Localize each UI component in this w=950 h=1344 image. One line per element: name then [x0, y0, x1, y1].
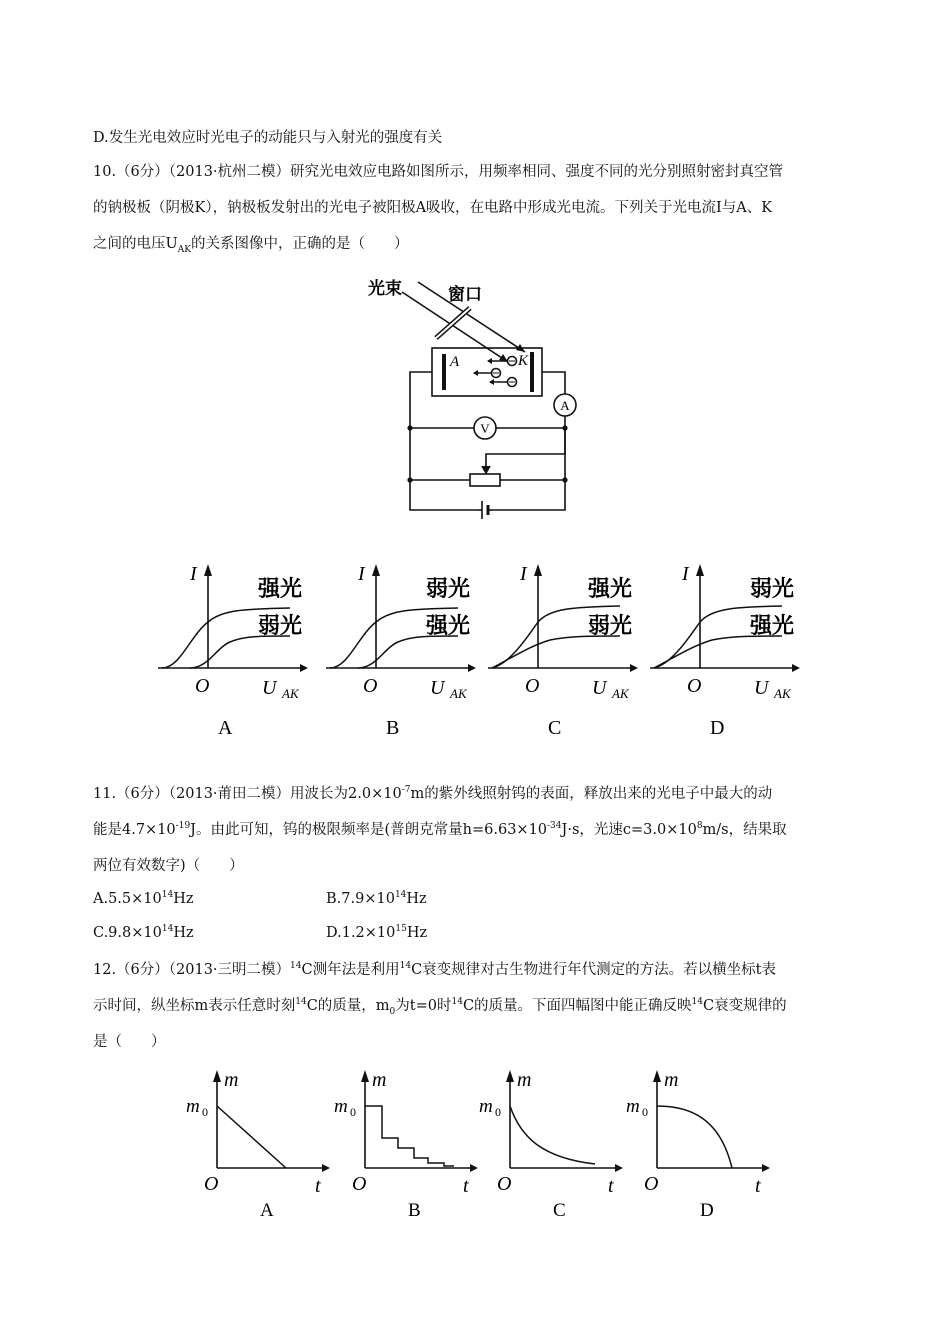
- curve-label-lower: 弱光: [258, 614, 303, 639]
- mt-graph-c: [479, 1069, 623, 1221]
- m0-label-sub: 0: [350, 1105, 356, 1119]
- y-axis-arrow: [653, 1070, 661, 1082]
- x-axis-arrow: [630, 664, 638, 672]
- y-axis-label: m: [664, 1069, 679, 1091]
- option-letter: D: [700, 1200, 714, 1221]
- iu-graph-d: [650, 563, 800, 739]
- anode-label: A: [450, 354, 460, 370]
- option-letter: A: [260, 1200, 274, 1221]
- curve-lower: [190, 636, 290, 668]
- curve-label-lower: 弱光: [588, 614, 633, 639]
- y-axis-label: m: [517, 1069, 532, 1091]
- q11-option-c: $C.9.8\times 10^{14}Hz$: [93, 924, 194, 941]
- x-axis-label: t: [315, 1175, 321, 1197]
- origin-label: O: [497, 1173, 512, 1195]
- m0-label: m: [186, 1096, 200, 1117]
- x-axis-arrow: [300, 664, 308, 672]
- y-axis-label: I: [682, 563, 689, 585]
- photoelectric-circuit-diagram: [360, 270, 600, 530]
- y-axis-arrow: [696, 564, 704, 576]
- x-axis-label: U: [592, 677, 607, 699]
- y-axis-arrow: [506, 1070, 514, 1082]
- x-axis-arrow: [762, 1164, 770, 1172]
- origin-label: O: [204, 1173, 219, 1195]
- decay-curve: [365, 1106, 454, 1166]
- origin-label: O: [644, 1173, 659, 1195]
- m0-label-sub: 0: [642, 1105, 648, 1119]
- m0-label-sub: 0: [495, 1105, 501, 1119]
- q9-option-d: D.发生光电效应时光电子的动能只与入射光的强度有关: [93, 130, 443, 146]
- y-axis-label: I: [190, 563, 197, 585]
- x-axis-label: t: [755, 1175, 761, 1197]
- x-axis-label-sub: AK: [774, 686, 791, 701]
- x-axis-label-sub: AK: [282, 686, 299, 701]
- origin-label: O: [352, 1173, 367, 1195]
- curve-label-lower: 强光: [426, 614, 471, 639]
- mt-graph-d: [626, 1069, 770, 1221]
- x-axis-label: t: [463, 1175, 469, 1197]
- y-axis-arrow: [204, 564, 212, 576]
- curve-label-upper: 强光: [258, 577, 303, 602]
- q11-line-1: 11.（6分）（2013·莆田二模）用波长为$2.0\times 10^{-7}m$的紫外线照射钨的表面，释放出来的光电子中最大的动: [93, 785, 773, 802]
- m0-label: m: [334, 1096, 348, 1117]
- x-axis-arrow: [470, 1164, 478, 1172]
- x-axis-label-sub: AK: [612, 686, 629, 701]
- iu-graph-a: [158, 563, 308, 739]
- wire-right-top: [542, 372, 565, 394]
- x-axis-label: U: [430, 677, 445, 699]
- y-axis-label: I: [358, 563, 365, 585]
- m0-label: m: [626, 1096, 640, 1117]
- option-letter: D: [710, 717, 725, 739]
- origin-label: O: [687, 675, 702, 697]
- q11-option-a: $A.5.5\times 10^{14}Hz$: [93, 890, 194, 907]
- y-axis-arrow: [372, 564, 380, 576]
- q12-line-2: 示时间，纵坐标m表示任意时刻$^{14}$C的质量，$m_0$为t=0时$^{14}$C的质量。下面四幅图中能正确反映$^{14}$C衰变规律的: [93, 997, 787, 1017]
- q10-line-3: 之间的电压$U_{AK}$的关系图像中，正确的是（ ）: [93, 236, 409, 255]
- curve-lower: [358, 636, 458, 668]
- m0-label-sub: 0: [202, 1105, 208, 1119]
- x-axis-label: U: [262, 677, 277, 699]
- option-letter: C: [553, 1200, 566, 1221]
- cathode-label: K: [518, 353, 529, 369]
- y-axis-label: m: [224, 1069, 239, 1091]
- iu-graph-b: [326, 563, 476, 739]
- q11-option-d: $D.1.2\times 10^{15}Hz$: [326, 924, 428, 941]
- x-axis-arrow: [615, 1164, 623, 1172]
- x-axis-label-sub: AK: [450, 686, 467, 701]
- curve-label-upper: 弱光: [426, 577, 471, 602]
- option-letter: A: [218, 717, 233, 739]
- decay-curve: [510, 1106, 595, 1164]
- x-axis-label: t: [608, 1175, 614, 1197]
- option-letter: C: [548, 717, 562, 739]
- decay-curve: [657, 1106, 732, 1168]
- curve-label-upper: 强光: [588, 577, 633, 602]
- decay-curve: [217, 1106, 286, 1168]
- y-axis-label: I: [520, 563, 527, 585]
- ammeter-label: A: [560, 398, 570, 413]
- q12-line-3: 是（ ）: [93, 1034, 166, 1050]
- q12-line-1: 12.（6分）（2013·三明二模）$^{14}$C测年法是利用$^{14}$C衰变规律对古生物进行年代测定的方法。若以横坐标t表: [93, 961, 776, 978]
- y-axis-arrow: [534, 564, 542, 576]
- wire-left: [410, 372, 478, 510]
- y-axis-arrow: [213, 1070, 221, 1082]
- iu-graph-c: [488, 563, 638, 739]
- m0-label: m: [479, 1096, 493, 1117]
- x-axis-label: U: [754, 677, 769, 699]
- curve-lower: [654, 636, 782, 668]
- origin-label: O: [195, 675, 210, 697]
- decay-graphs: [180, 1062, 780, 1232]
- x-axis-arrow: [322, 1164, 330, 1172]
- y-axis-arrow: [361, 1070, 369, 1082]
- mt-graph-b: [334, 1069, 478, 1221]
- curve-label-lower: 强光: [750, 614, 795, 639]
- x-axis-arrow: [468, 664, 476, 672]
- beam-label: 光束: [368, 279, 402, 299]
- curve-label-upper: 弱光: [750, 577, 795, 602]
- option-letter: B: [386, 717, 400, 739]
- voltmeter-label: V: [480, 421, 490, 436]
- y-axis-label: m: [372, 1069, 387, 1091]
- rheostat: [470, 474, 500, 486]
- iu-graphs: [150, 556, 810, 746]
- q11-option-b: $B.7.9\times 10^{14}Hz$: [326, 890, 427, 907]
- origin-label: O: [363, 675, 378, 697]
- q10-line-1: 10.（6分）（2013·杭州二模）研究光电效应电路如图所示，用频率相同、强度不同的光分别照射密封真空管: [93, 164, 784, 180]
- q11-line-3: 两位有效数字)（ ）: [93, 858, 244, 874]
- origin-label: O: [525, 675, 540, 697]
- mt-graph-a: [186, 1069, 330, 1221]
- option-letter: B: [408, 1200, 421, 1221]
- q11-line-2: 能是$4.7\times 10^{-19}J$。由此可知，钨的极限频率是(普朗克常量$h=6.63\times 10^{-34}J\cdot s$，光速$c=3.0\times 10^8m/s$，结果取: [93, 821, 787, 838]
- curve-lower: [492, 636, 620, 668]
- q10-line-2: 的钠极板（阴极K），钠极板发射出的光电子被阳极A吸收，在电路中形成光电流。下列关于光电流I与A、K: [93, 200, 773, 216]
- x-axis-arrow: [792, 664, 800, 672]
- window-label: 窗口: [448, 285, 482, 305]
